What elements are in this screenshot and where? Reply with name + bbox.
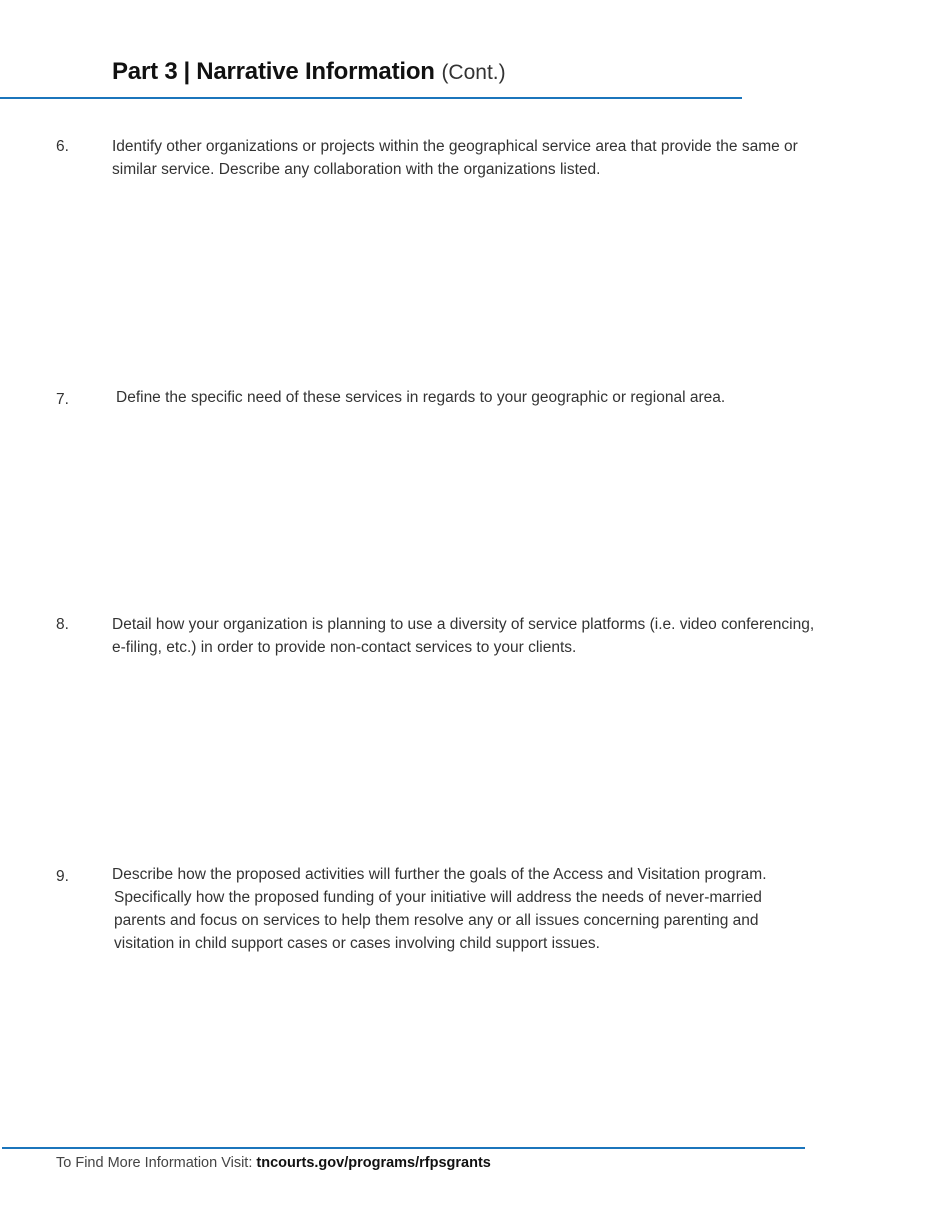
question-line: Detail how your organization is planning to use a diversity of service platforms (i.e. video conferencing, — [112, 616, 815, 633]
question-number: 6. — [56, 138, 69, 155]
question-line: Describe how the proposed activities will further the goals of the Access and Visitation program. — [112, 866, 767, 883]
question-line: visitation in child support cases or cases involving child support issues. — [114, 935, 600, 952]
question-number: 7. — [56, 391, 69, 408]
question-line: Define the specific need of these services in regards to your geographic or regional area. — [116, 389, 726, 406]
question-line: parents and focus on services to help them resolve any or all issues concerning parenting and — [114, 912, 759, 929]
question-line: Specifically how the proposed funding of your initiative will address the needs of never-married — [114, 889, 762, 906]
question-line: Identify other organizations or projects within the geographical service area that provide the same or — [112, 138, 798, 155]
question-text — [116, 386, 725, 409]
continued-label: (Cont.) — [441, 61, 506, 84]
question-text — [112, 863, 767, 955]
header-divider — [0, 97, 742, 99]
page-title — [112, 56, 506, 89]
question-number: 9. — [56, 868, 69, 885]
question-text — [112, 613, 814, 659]
title-separator: | — [183, 58, 191, 85]
footer-text — [56, 1153, 491, 1173]
footer-prefix: To Find More Information Visit: — [56, 1155, 253, 1171]
question-number: 8. — [56, 616, 69, 633]
footer-link[interactable]: tncourts.gov/programs/rfpsgrants — [256, 1155, 491, 1171]
question-line: e-filing, etc.) in order to provide non-contact services to your clients. — [112, 639, 577, 656]
section-title: Narrative Information — [196, 58, 435, 85]
footer-divider — [2, 1147, 805, 1149]
question-text — [112, 135, 798, 181]
part-label: Part 3 — [112, 58, 178, 85]
question-line: similar service. Describe any collaboration with the organizations listed. — [112, 161, 601, 178]
